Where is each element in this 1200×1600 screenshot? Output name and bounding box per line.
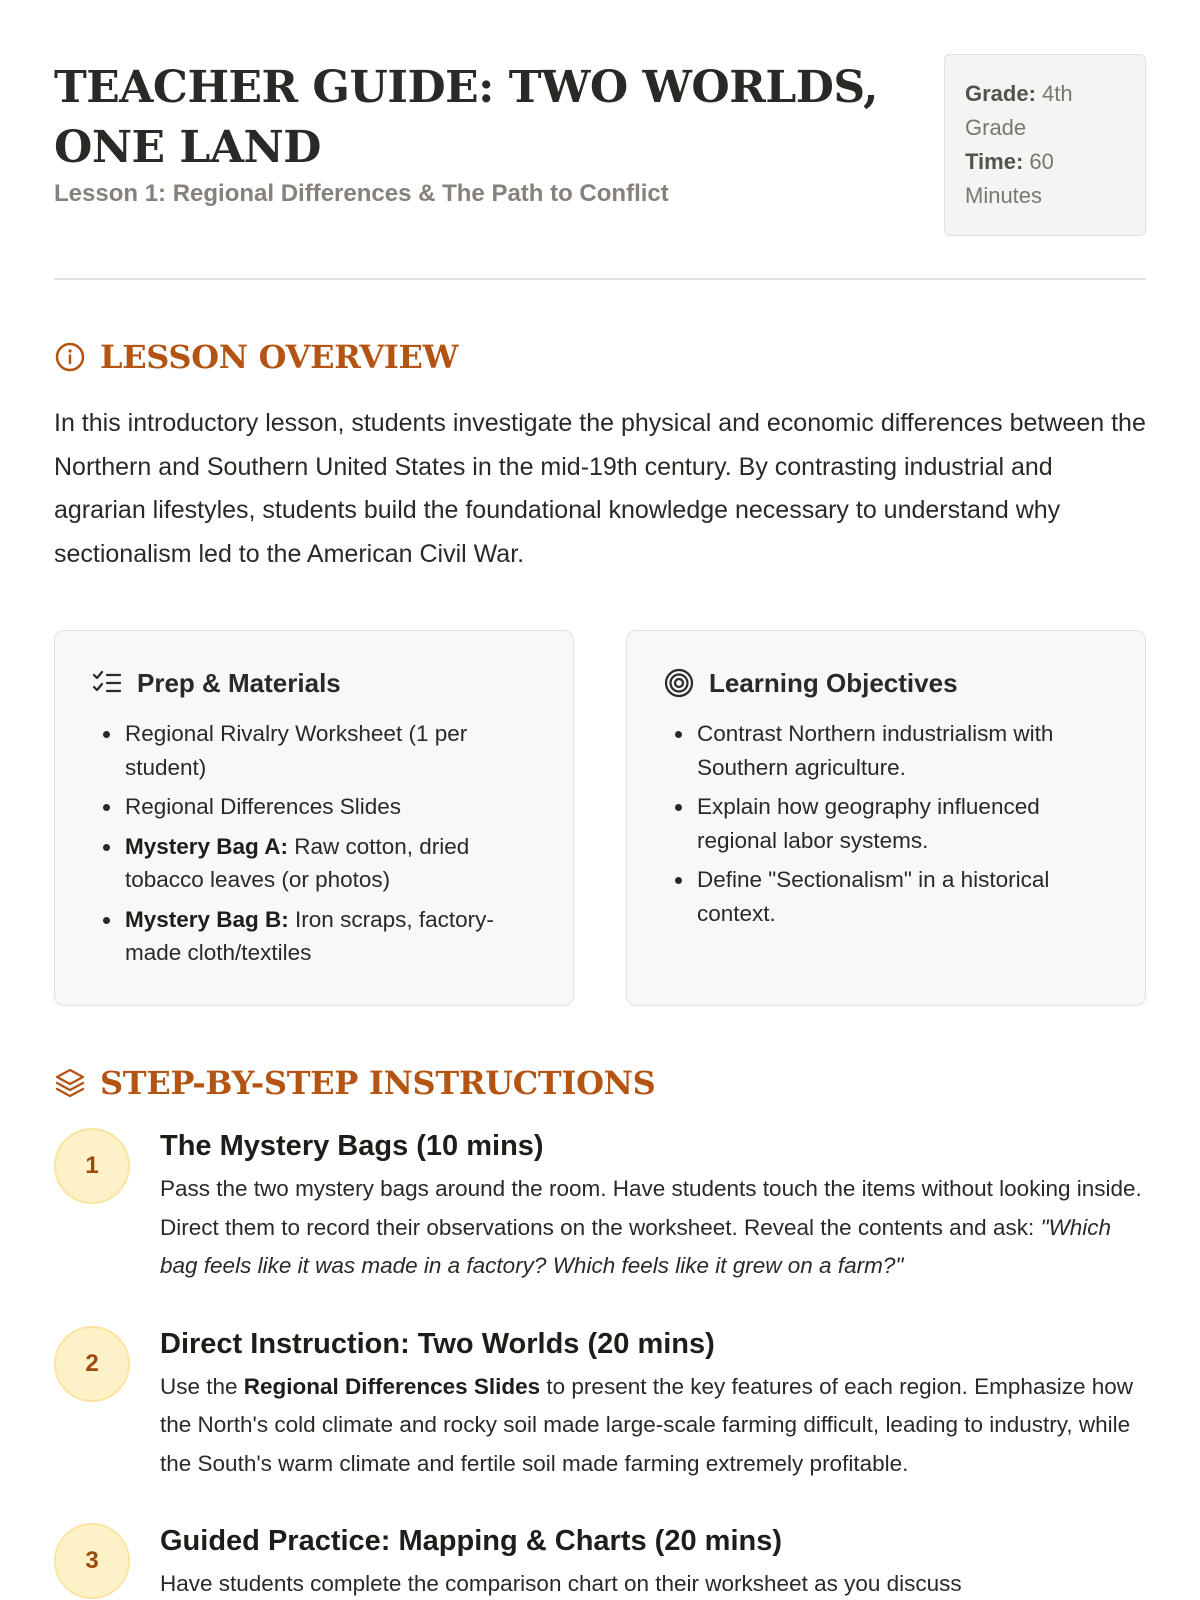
step-text: Have students complete the comparison chart on their worksheet as you discuss: [160, 1571, 962, 1596]
step-title: Direct Instruction: Two Worlds (20 mins): [160, 1327, 715, 1360]
step-item: [54, 1126, 1146, 1286]
instructions-heading: [54, 1064, 1146, 1102]
step-number-badge: 3: [54, 1523, 130, 1599]
time-row: [965, 145, 1125, 213]
step-text: Pass the two mystery bags around the room. Have students touch the items without looking inside. Direct them to record their observations on the worksheet. Reveal the contents and ask: "Which bag feels like it was made in a factory? Which feels like it grew on a farm?": [160, 1176, 1142, 1278]
step-title: The Mystery Bags (10 mins): [160, 1130, 544, 1162]
header-divider: [54, 278, 1146, 280]
step-body: [160, 1126, 1146, 1286]
prep-card-title: [91, 667, 537, 699]
step-number-badge: 2: [54, 1326, 130, 1402]
target-icon: [663, 667, 695, 699]
steps-list: [54, 1126, 1146, 1600]
step-item: [54, 1521, 1146, 1600]
prep-list: [91, 717, 537, 970]
time-value: 60 Minutes: [965, 149, 1054, 208]
list-item: • Mystery Bag A: Raw cotton, dried tobacco leaves (or photos): [123, 830, 537, 897]
info-icon: [54, 341, 86, 373]
overview-heading-text: LESSON OVERVIEW: [100, 338, 459, 376]
checklist-icon: [91, 667, 123, 699]
objectives-card-title: [663, 667, 1109, 699]
list-item: • Contrast Northern industrialism with Southern agriculture.: [695, 717, 1109, 784]
list-item: • Regional Differences Slides: [123, 790, 537, 824]
list-item: • Mystery Bag B: Iron scraps, factory-made cloth/textiles: [123, 903, 537, 970]
step-body: [160, 1324, 1146, 1484]
lesson-meta-box: [944, 54, 1146, 236]
info-cards: [54, 630, 1146, 1006]
grade-row: [965, 77, 1125, 145]
step-number-badge: 1: [54, 1128, 130, 1204]
step-title: Guided Practice: Mapping & Charts (20 mins): [160, 1525, 782, 1557]
prep-materials-card: [54, 630, 574, 1006]
layers-icon: [54, 1067, 86, 1099]
step-text: Use the Regional Differences Slides to present the key features of each region. Emphasize how the North's cold climate and rocky soil made large-scale farming difficult, leading to industry, while the South's warm climate and fertile soil made farming extremely profitable.: [160, 1373, 1134, 1476]
time-label: Time:: [965, 149, 1024, 174]
title-block: [54, 54, 934, 208]
objectives-card-heading: Learning Objectives: [709, 667, 958, 698]
overview-heading: [54, 338, 1146, 376]
objectives-list: [663, 717, 1109, 930]
prep-card-heading: Prep & Materials: [137, 667, 341, 698]
page-header: [54, 54, 1146, 236]
learning-objectives-card: [626, 630, 1146, 1006]
grade-value: 4th Grade: [965, 81, 1073, 140]
list-item: • Regional Rivalry Worksheet (1 per student): [123, 717, 537, 784]
step-question: "Which bag feels like it was made in a factory? Which feels like it grew on a farm?": [160, 1214, 1111, 1278]
list-item: • Explain how geography influenced regional labor systems.: [695, 790, 1109, 857]
step-body: [160, 1521, 1146, 1600]
step-item: [54, 1324, 1146, 1484]
list-item: • Define "Sectionalism" in a historical context.: [695, 863, 1109, 930]
grade-label: Grade:: [965, 81, 1036, 106]
page-subtitle: Lesson 1: Regional Differences & The Path to Conflict: [54, 180, 669, 207]
page-title: TEACHER GUIDE: TWO WORLDS, ONE LAND: [54, 62, 878, 173]
instructions-heading-text: STEP-BY-STEP INSTRUCTIONS: [100, 1064, 656, 1102]
overview-paragraph: In this introductory lesson, students investigate the physical and economic differences between the Northern and Southern United States in the mid-19th century. By contrasting industrial and agrarian lifestyles, students build the foundational knowledge necessary to understand why sectionalism led to the American Civil War.: [54, 409, 1146, 568]
